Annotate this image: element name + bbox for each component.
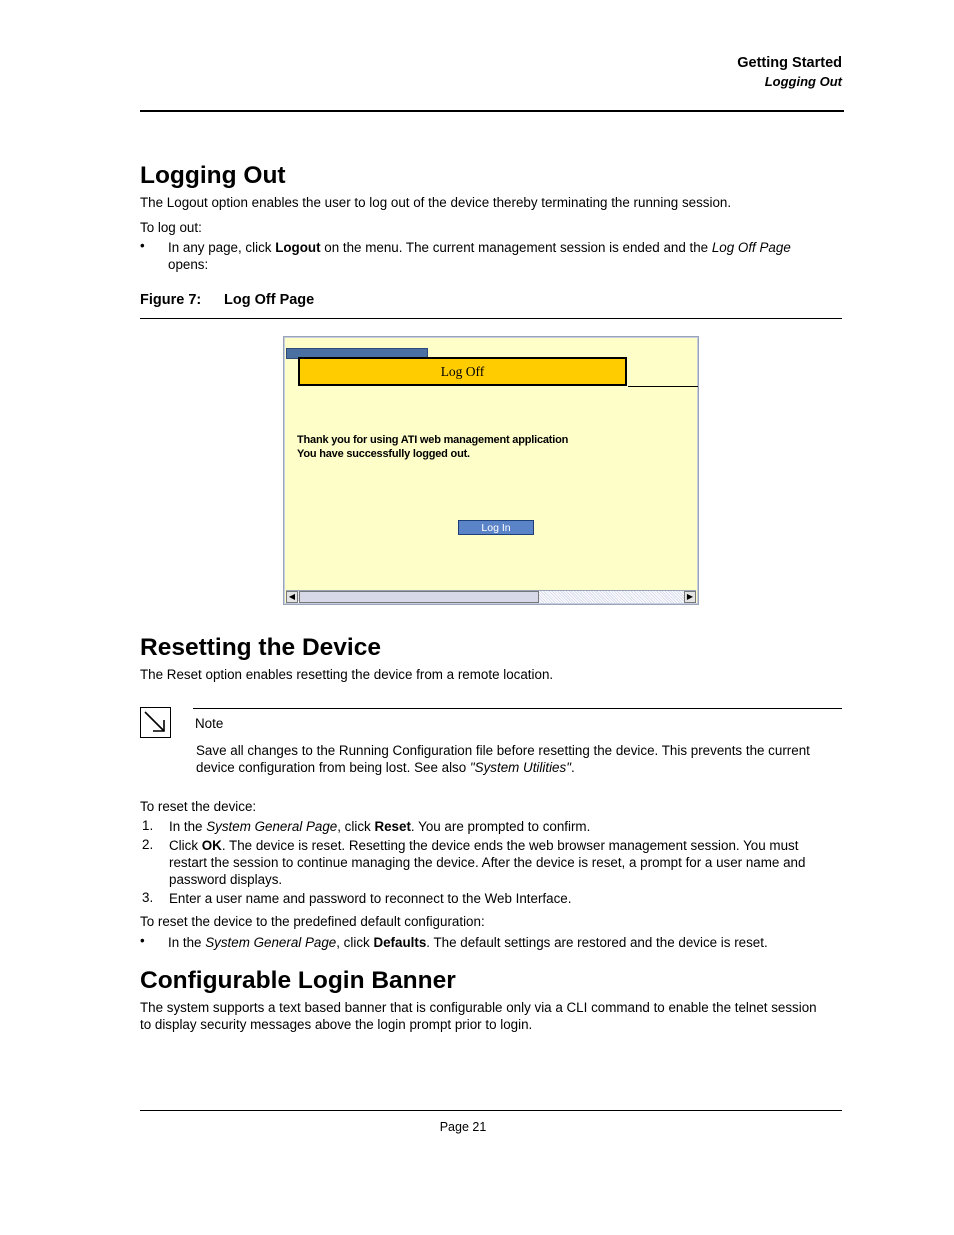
horizontal-scrollbar[interactable] <box>286 590 696 603</box>
step-2-number: 2. <box>142 837 154 852</box>
step-3-number: 3. <box>142 890 154 905</box>
logout-bold: Logout <box>275 240 321 255</box>
banner-text-line1: The system supports a text based banner that is configurable only via a CLI command to enable the telnet session <box>140 1000 817 1015</box>
step-1-text: In the System General Page, click Reset. You are prompted to confirm. <box>169 819 591 834</box>
footer-rule <box>140 1110 842 1111</box>
note-body-line2: device configuration from being lost. See also "System Utilities". <box>196 760 575 775</box>
scroll-right-icon[interactable]: ▶ <box>684 591 696 603</box>
log-off-banner: Log Off <box>298 357 627 386</box>
to-log-out-label: To log out: <box>140 220 202 235</box>
banner-text-line2: to display security messages above the login prompt prior to login. <box>140 1017 533 1032</box>
resetting-intro: The Reset option enables resetting the device from a remote location. <box>140 667 554 682</box>
heading-logging-out: Logging Out <box>140 162 286 189</box>
running-header-section: Getting Started <box>737 55 842 71</box>
page-number: Page 21 <box>439 1120 487 1134</box>
log-in-button[interactable]: Log In <box>458 520 534 535</box>
header-rule <box>140 110 844 112</box>
figure-rule <box>140 318 842 319</box>
log-off-screenshot <box>283 336 699 605</box>
banner-underline <box>628 386 698 387</box>
note-body-line1: Save all changes to the Running Configuration file before resetting the device. This prevents the current <box>196 743 810 758</box>
step-3-text: Enter a user name and password to reconnect to the Web Interface. <box>169 891 572 906</box>
note-rule <box>193 708 842 709</box>
log-off-message: Thank you for using ATI web management application You have successfully logged out. <box>297 434 569 460</box>
logging-out-intro: The Logout option enables the user to log out of the device thereby terminating the running session. <box>140 195 732 210</box>
note-arrow-icon <box>140 707 171 738</box>
system-utilities-ref[interactable]: "System Utilities" <box>469 760 571 775</box>
logout-bullet-continuation: opens: <box>168 257 209 272</box>
to-default-label: To reset the device to the predefined default configuration: <box>140 914 485 929</box>
scrollbar-thumb[interactable] <box>299 591 539 603</box>
defaults-bullet-text: In the System General Page, click Defaults. The default settings are restored and the device is reset. <box>168 935 768 950</box>
figure-number: Figure 7: <box>140 292 202 308</box>
heading-resetting: Resetting the Device <box>140 634 381 661</box>
bullet-dot: • <box>140 238 145 253</box>
scroll-left-icon[interactable]: ◀ <box>286 591 298 603</box>
logout-bullet-text: In any page, click Logout on the menu. The current management session is ended and the Log Off Page <box>168 240 791 255</box>
log-off-page-ital: Log Off Page <box>711 240 791 255</box>
figure-caption <box>140 292 314 308</box>
running-header-subsection: Logging Out <box>764 74 842 89</box>
bullet-dot: • <box>140 933 145 948</box>
to-reset-label: To reset the device: <box>140 799 257 814</box>
heading-login-banner: Configurable Login Banner <box>140 967 456 994</box>
step-2-text: Click OK. The device is reset. Resetting the device ends the web browser management session. You must restart the session to continue managing the device. After the device is reset, a prompt for a user name and password displays. <box>169 838 806 887</box>
step-1-number: 1. <box>142 818 154 833</box>
figure-title: Log Off Page <box>224 292 315 308</box>
note-label: Note <box>195 716 224 731</box>
